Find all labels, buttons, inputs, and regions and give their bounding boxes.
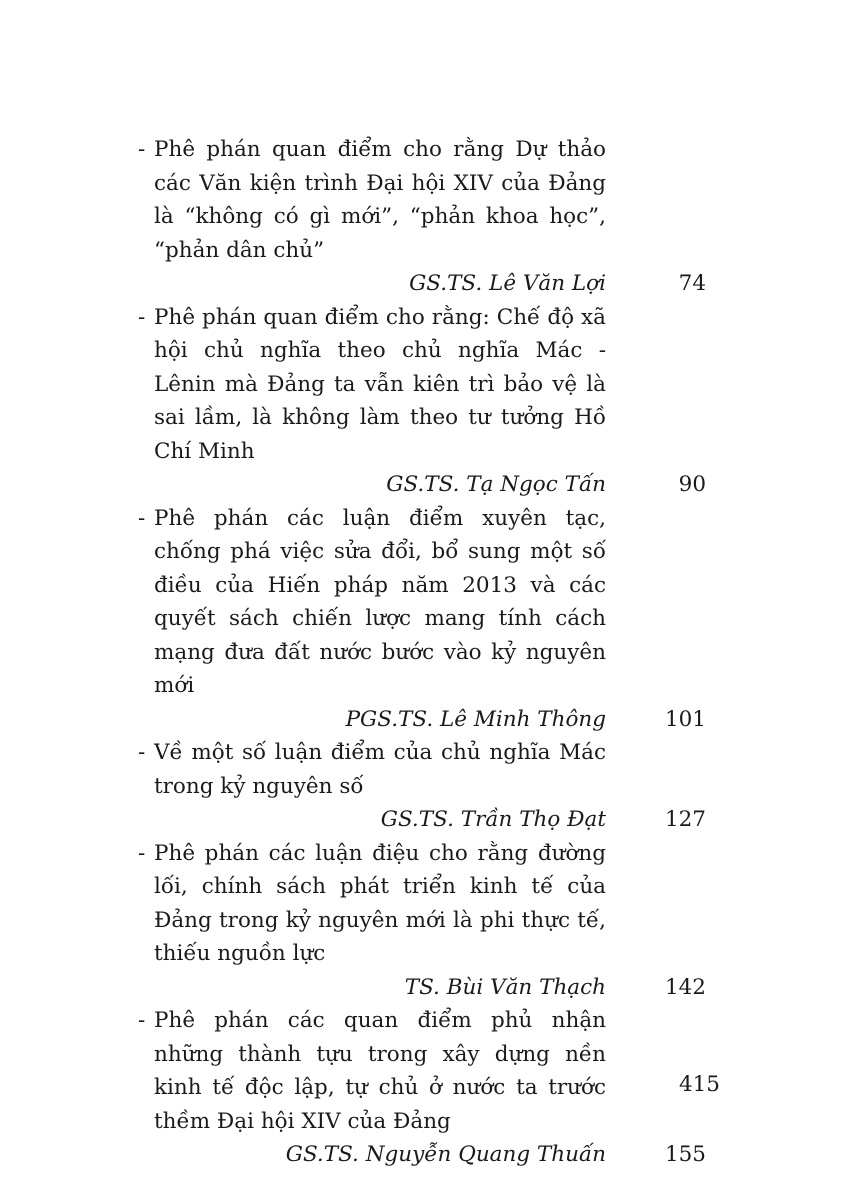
- toc-entry-page-number: 127: [664, 807, 706, 832]
- list-dash: -: [138, 1008, 146, 1033]
- toc-entry-title: [138, 1004, 606, 1138]
- toc-entry-title: [138, 301, 606, 469]
- toc-entry-page-number: 74: [678, 271, 706, 296]
- toc-entry-author-row: [138, 971, 708, 1005]
- list-dash: -: [138, 137, 146, 162]
- toc-entry-title: [138, 736, 606, 803]
- toc-entry-author: PGS.TS. Lê Minh Thông: [345, 706, 606, 732]
- list-dash: -: [138, 304, 146, 330]
- toc-entry-title-text: Về một số luận điểm của chủ nghĩa Mác trong kỷ nguyên số: [154, 740, 606, 799]
- toc-entry-title: [138, 837, 606, 971]
- table-of-contents: [138, 133, 708, 1172]
- toc-entry-author: GS.TS. Trần Thọ Đạt: [380, 807, 606, 832]
- toc-entry-page-number: 142: [664, 974, 706, 1000]
- toc-entry-page-number: 90: [678, 472, 706, 497]
- toc-entry: [138, 301, 708, 502]
- toc-entry-title-text: Phê phán quan điểm cho rằng: Chế độ xã hội chủ nghĩa theo chủ nghĩa Mác - Lênin mà Đảng ta vẫn kiên trì bảo vệ là sai lầm, là không làm theo tư tưởng Hồ Chí Minh: [154, 304, 606, 464]
- toc-entry-title-text: Phê phán các luận điểm xuyên tạc, chống phá việc sửa đổi, bổ sung một số điều của Hiến pháp năm 2013 và các quyết sách chiến lược mang tính cách mạng đưa đất nước bước vào kỷ nguyên mới: [154, 505, 606, 698]
- toc-entry-author-row: [138, 1138, 708, 1172]
- toc-entry-author: TS. Bùi Văn Thạch: [404, 974, 606, 1000]
- toc-entry-author-row: [138, 468, 708, 502]
- toc-entry-title: [138, 133, 606, 267]
- toc-entry: [138, 1004, 708, 1172]
- toc-entry-page-number: 101: [664, 706, 706, 732]
- toc-entry-author-row: [138, 703, 708, 737]
- toc-entry-title: [138, 502, 606, 703]
- list-dash: -: [138, 505, 146, 531]
- toc-entry-author: GS.TS. Tạ Ngọc Tấn: [386, 472, 606, 497]
- toc-entry: [138, 736, 708, 837]
- toc-entry-page-number: 155: [664, 1142, 706, 1167]
- toc-entry-author: GS.TS. Lê Văn Lợi: [409, 271, 606, 296]
- toc-entry: [138, 837, 708, 1005]
- toc-entry: [138, 133, 708, 301]
- toc-entry-author-row: [138, 267, 708, 301]
- page-number: 415: [678, 1072, 720, 1097]
- toc-entry-title-text: Phê phán các quan điểm phủ nhận những thành tựu trong xây dựng nền kinh tế độc lập, tự chủ ở nước ta trước thềm Đại hội XIV của Đảng: [154, 1008, 606, 1134]
- list-dash: -: [138, 740, 146, 765]
- toc-entry-author-row: [138, 803, 708, 837]
- toc-entry-title-text: Phê phán quan điểm cho rằng Dự thảo các Văn kiện trình Đại hội XIV của Đảng là “không có gì mới”, “phản khoa học”, “phản dân chủ”: [154, 137, 606, 263]
- list-dash: -: [138, 840, 146, 866]
- toc-entry-title-text: Phê phán các luận điệu cho rằng đường lối, chính sách phát triển kinh tế của Đảng trong kỷ nguyên mới là phi thực tế, thiếu nguồn lực: [154, 840, 606, 966]
- toc-entry: [138, 502, 708, 737]
- toc-entry-author: GS.TS. Nguyễn Quang Thuấn: [285, 1142, 606, 1167]
